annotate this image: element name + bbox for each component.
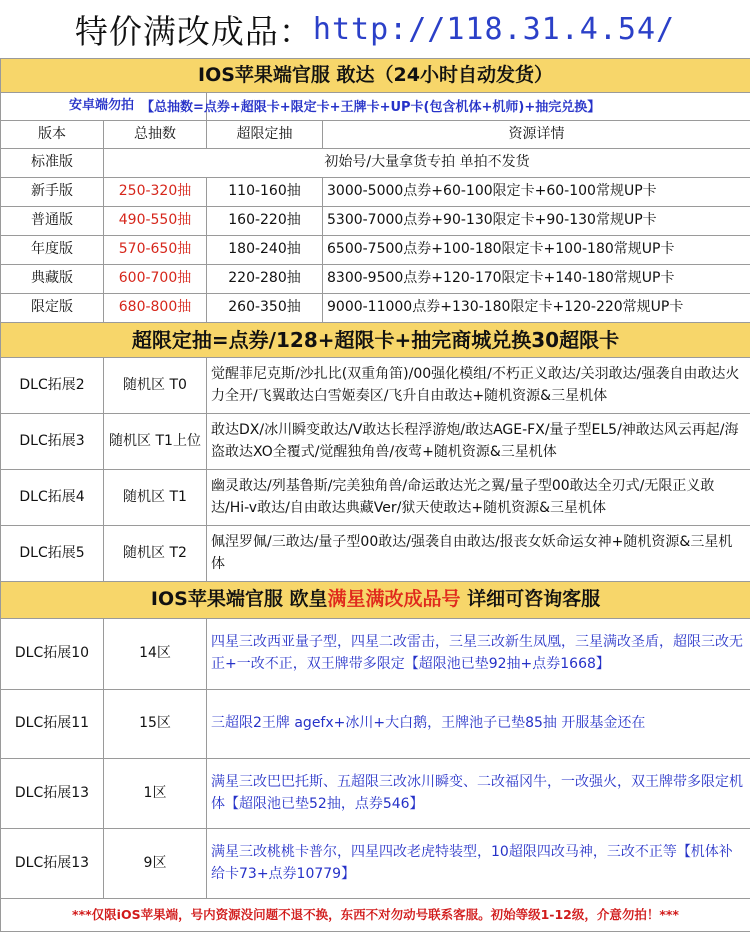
banner-limit-formula: 超限定抽=点券/128+超限卡+抽完商城兑换30超限卡 [1,323,750,358]
server-dlc-name: DLC拓展11 [1,690,104,759]
server-zone: 15区 [104,690,207,759]
dlc-name: DLC拓展5 [1,526,104,582]
dlc-zone: 随机区 T2 [104,526,207,582]
version-name: 限定版 [1,294,104,323]
price-table [0,58,750,932]
version-total: 600-700抽 [104,265,207,294]
version-total: 490-550抽 [104,207,207,236]
banner-part2: 详细可咨询客服 [460,588,600,610]
table-row [1,470,750,526]
server-detail: 满星三改巴巴托斯、五超限三改冰川瞬变、二改福冈牛，一改强火，双王牌带多限定机体【超限池已垫52抽，点券546】 [207,759,750,829]
version-total: 250-320抽 [104,178,207,207]
dlc-zone: 随机区 T1上位 [104,414,207,470]
table-row [1,207,750,236]
server-dlc-name: DLC拓展13 [1,759,104,829]
version-limit: 180-240抽 [207,236,323,265]
server-detail: 四星三改西亚量子型，四星二改雷击，三星三改新生凤凰，三星满改圣盾，超限三改无正+一改不正，双王牌带多限定【超限池已垫92抽+点券1668】 [207,619,750,690]
table-row [1,690,750,759]
server-detail: 三超限2王牌 agefx+冰川+大白鹅，王牌池子已垫85抽 开服基金还在 [207,690,750,759]
version-detail: 8300-9500点券+120-170限定卡+140-180常规UP卡 [323,265,750,294]
version-name: 年度版 [1,236,104,265]
version-name: 新手版 [1,178,104,207]
version-name: 普通版 [1,207,104,236]
server-detail: 满星三改桃桃卡普尔，四星四改老虎特装型，10超限四改马神，三改不正等【机体补给卡73+点券10779】 [207,829,750,899]
server-dlc-name: DLC拓展10 [1,619,104,690]
dlc-name: DLC拓展4 [1,470,104,526]
table-row [1,178,750,207]
server-zone: 14区 [104,619,207,690]
server-dlc-name: DLC拓展13 [1,829,104,899]
banner-highlight: 满星满改成品号 [327,588,460,610]
table-row [1,759,750,829]
table-row [1,619,750,690]
table-row [1,236,750,265]
banner-ios-server: IOS苹果端官服 敢达（24小时自动发货） [1,59,750,93]
version-detail: 5300-7000点券+90-130限定卡+90-130常规UP卡 [323,207,750,236]
title-prefix: 特价满改成品： [75,6,313,53]
version-detail: 6500-7500点券+100-180限定卡+100-180常规UP卡 [323,236,750,265]
total-draw-formula: 【总抽数=点券+超限卡+限定卡+王牌卡+UP卡(包含机体+机师)+抽完兑换】 [141,98,600,118]
dlc-name: DLC拓展2 [1,358,104,414]
table-row [1,414,750,470]
page-title [0,0,750,58]
server-zone: 9区 [104,829,207,899]
table-row [1,526,750,582]
version-detail: 3000-5000点券+60-100限定卡+60-100常规UP卡 [323,178,750,207]
version-limit: 110-160抽 [207,178,323,207]
table-row [1,294,750,323]
col-header-total: 总抽数 [104,121,207,149]
version-detail: 9000-11000点券+130-180限定卡+120-220常规UP卡 [323,294,750,323]
col-header-version: 版本 [1,121,104,149]
server-zone: 1区 [104,759,207,829]
col-header-limit: 超限定抽 [207,121,323,149]
footer-disclaimer: ***仅限iOS苹果端，号内资源没问题不退不换，东西不对勿动号联系客服。初始等级1-12级，介意勿拍！*** [1,899,750,932]
dlc-detail: 佩涅罗佩/三敢达/量子型00敢达/强袭自由敢达/报丧女妖命运女神+随机资源&三星机体 [207,526,750,582]
standard-version-detail: 初始号/大量拿货专拍 单拍不发货 [104,149,750,178]
dlc-zone: 随机区 T0 [104,358,207,414]
version-total: 570-650抽 [104,236,207,265]
version-name: 典藏版 [1,265,104,294]
table-row [1,829,750,899]
dlc-detail: 敢达DX/冰川瞬变敢达/V敢达长程浮游炮/敢达AGE-FX/量子型EL5/神敢达风云再起/海盗敢达XO全覆式/觉醒独角兽/夜莺+随机资源&三星机体 [207,414,750,470]
version-total: 680-800抽 [104,294,207,323]
table-row [1,265,750,294]
version-limit: 260-350抽 [207,294,323,323]
site-url-link[interactable]: http://118.31.4.54/ [313,12,675,47]
dlc-name: DLC拓展3 [1,414,104,470]
banner-part1: IOS苹果端官服 欧皇 [151,588,328,610]
dlc-detail: 觉醒菲尼克斯/沙扎比(双重角笛)/00强化模组/不朽正义敢达/关羽敢达/强袭自由敢达火力全开/飞翼敢达白雪姬奏区/飞升自由敢达+随机资源&三星机体 [207,358,750,414]
table-row [1,358,750,414]
banner-full-star-accounts [1,582,750,619]
col-header-detail: 资源详情 [323,121,750,149]
dlc-zone: 随机区 T1 [104,470,207,526]
version-limit: 220-280抽 [207,265,323,294]
standard-version-name: 标准版 [1,149,104,178]
version-limit: 160-220抽 [207,207,323,236]
android-notice: 安卓端勿拍 [1,93,207,121]
dlc-detail: 幽灵敢达/列基鲁斯/完美独角兽/命运敢达光之翼/量子型00敢达全刃式/无限正义敢达/Hi-v敢达/自由敢达典藏Ver/狱天使敢达+随机资源&三星机体 [207,470,750,526]
